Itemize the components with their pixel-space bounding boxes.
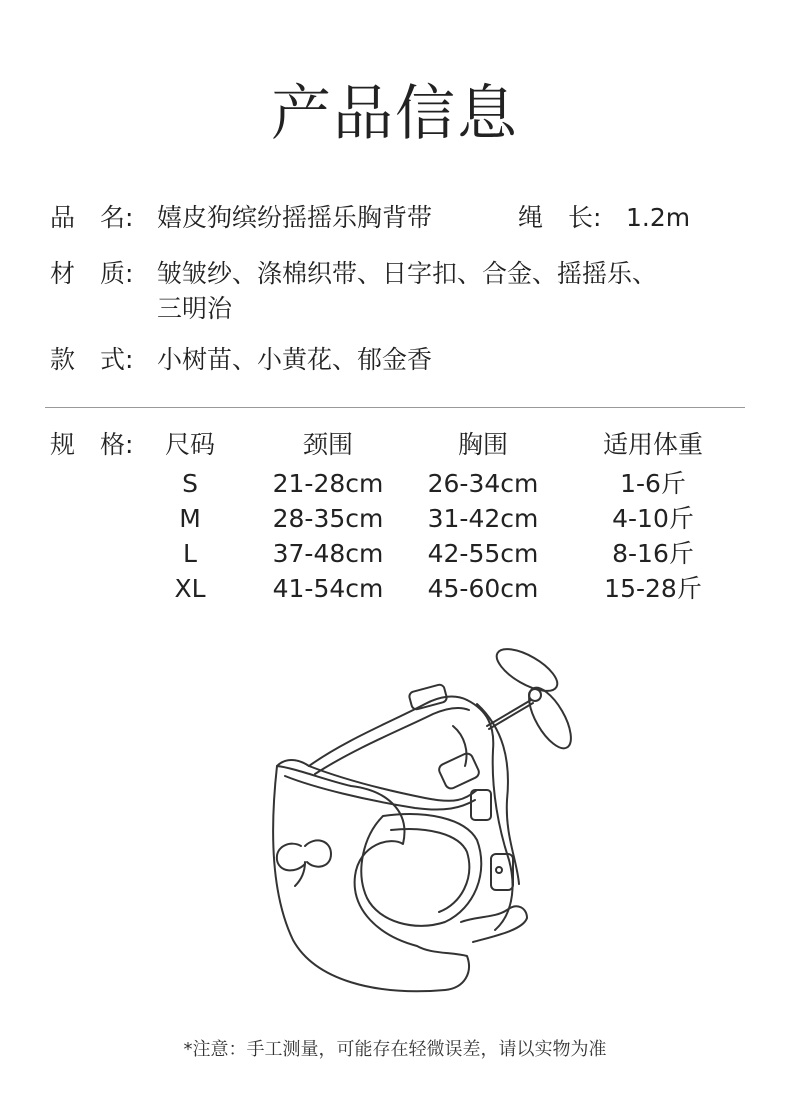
dog-harness-with-pinwheel-illustration — [255, 640, 595, 1000]
name-value: 嬉皮狗缤纷摇摇乐胸背带 — [157, 203, 433, 232]
style-value: 小树苗、小黄花、郁金香 — [157, 345, 433, 374]
table-cell-size: M — [179, 504, 201, 533]
table-cell-chest: 45-60cm — [427, 574, 539, 603]
rope-value: 1.2m — [626, 203, 691, 232]
spec-label: 规 格: — [50, 430, 134, 459]
table-cell-weight: 15-28斤 — [604, 574, 702, 603]
table-header-chest: 胸围 — [457, 430, 508, 459]
material-value-line2: 三明治 — [157, 294, 233, 323]
table-cell-size: L — [183, 539, 197, 568]
table-header-size: 尺码 — [164, 430, 215, 459]
table-header-weight: 适用体重 — [602, 430, 703, 459]
rope-label: 绳 长: — [518, 203, 602, 232]
material-label: 材 质: — [50, 259, 134, 288]
table-cell-neck: 21-28cm — [272, 469, 384, 498]
style-label: 款 式: — [50, 345, 134, 374]
table-cell-neck: 41-54cm — [272, 574, 384, 603]
measurement-note: *注意：手工测量，可能存在轻微误差，请以实物为准 — [183, 1039, 607, 1060]
table-cell-chest: 42-55cm — [427, 539, 539, 568]
table-header-neck: 颈围 — [302, 430, 353, 459]
table-cell-weight: 8-16斤 — [612, 539, 694, 568]
material-value-line1: 皱皱纱、涤棉织带、日字扣、合金、摇摇乐、 — [157, 259, 658, 288]
table-cell-chest: 26-34cm — [427, 469, 539, 498]
table-cell-neck: 28-35cm — [272, 504, 384, 533]
table-cell-chest: 31-42cm — [427, 504, 539, 533]
table-cell-size: S — [182, 469, 198, 498]
table-cell-size: XL — [174, 574, 206, 603]
table-cell-weight: 4-10斤 — [612, 504, 694, 533]
page-title: 产品信息 — [271, 79, 519, 149]
name-label: 品 名: — [50, 203, 134, 232]
divider — [45, 407, 745, 408]
sprout-logo-icon — [277, 840, 331, 886]
table-cell-neck: 37-48cm — [272, 539, 384, 568]
table-cell-weight: 1-6斤 — [620, 469, 686, 498]
